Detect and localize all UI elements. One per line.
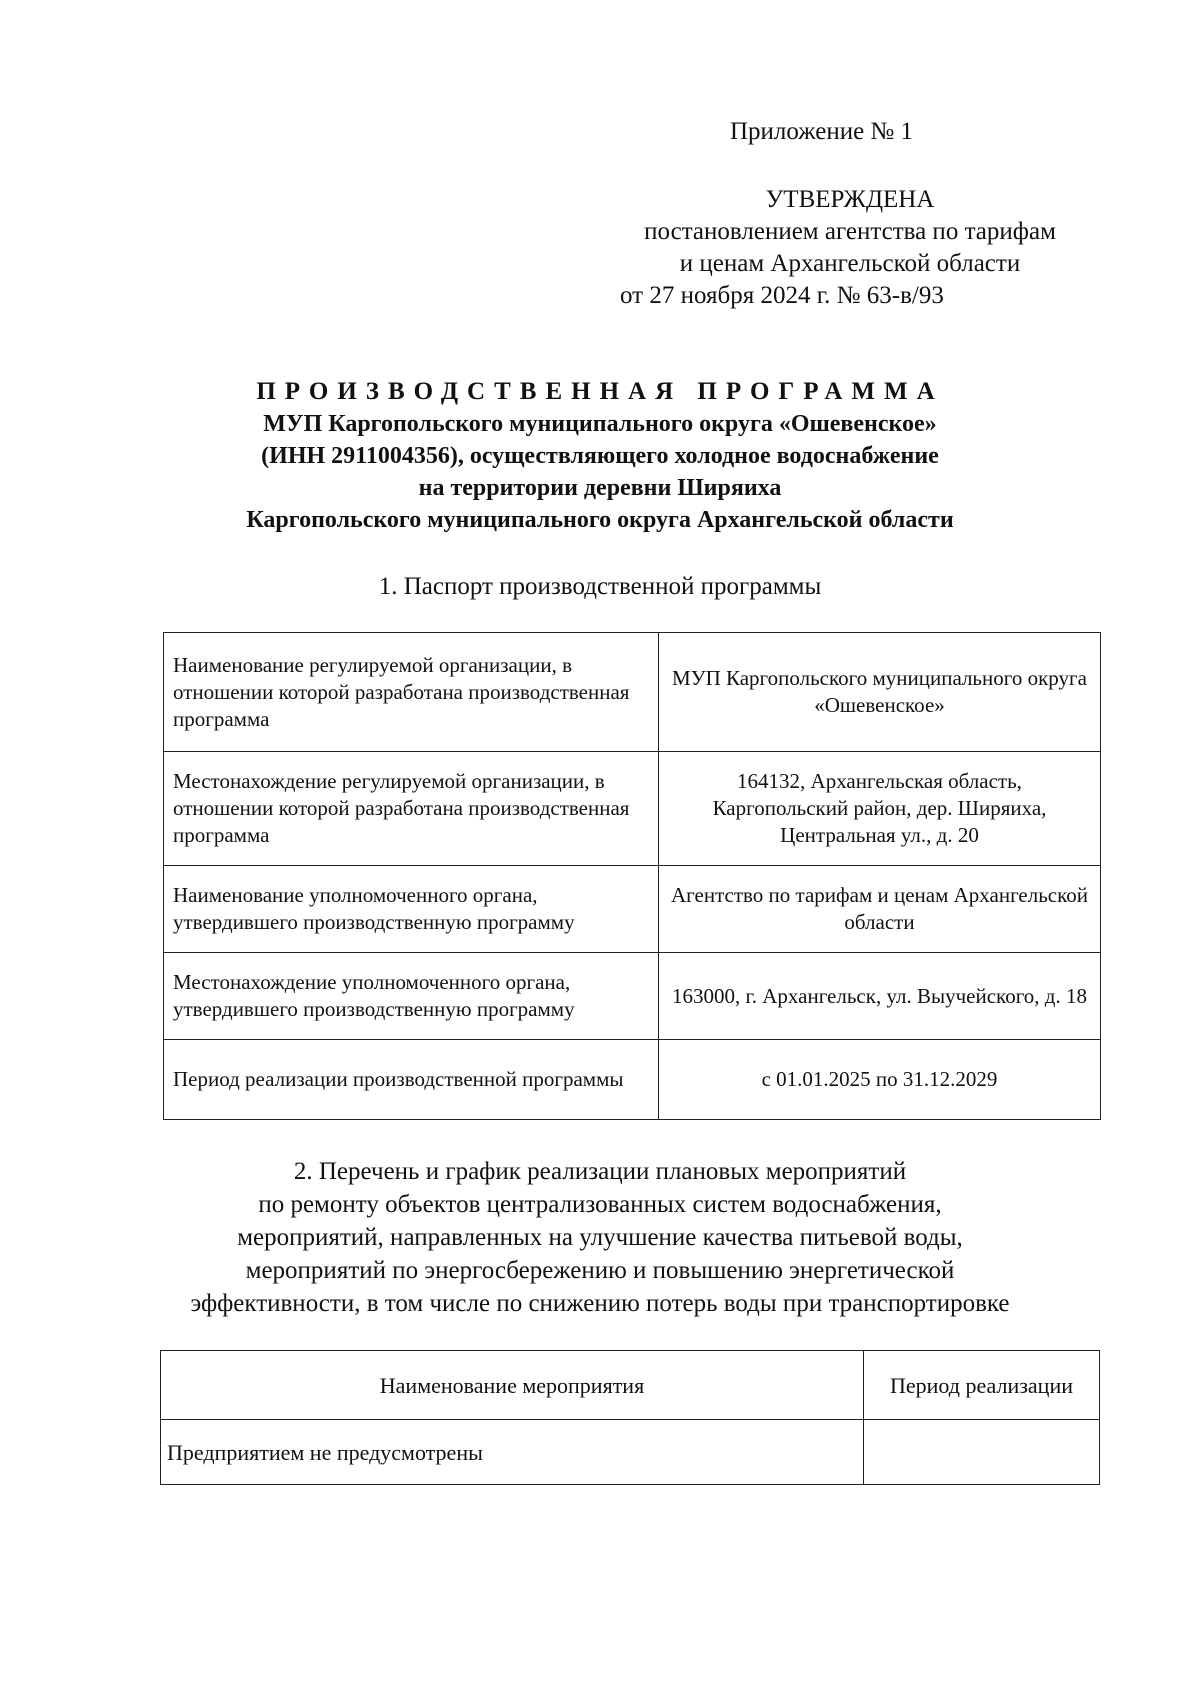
- title-line-3: на территории деревни Ширяиха: [418, 475, 782, 501]
- title-line-4: Каргопольского муниципального округа Архангельской области: [246, 507, 954, 533]
- passport-value: с 01.01.2025 по 31.12.2029: [659, 1040, 1101, 1120]
- events-table: [160, 1350, 1100, 1485]
- passport-label: Наименование регулируемой организации, в отношении которой разработана производственная программа: [164, 633, 659, 752]
- program-title: ПРОИЗВОДСТВЕННАЯ ПРОГРАММА: [256, 378, 944, 405]
- passport-table: [163, 632, 1101, 1120]
- event-name-cell: Предприятием не предусмотрены: [161, 1420, 864, 1485]
- decree-line-2: и ценам Архангельской области: [679, 250, 1021, 277]
- section-2-line-3: мероприятий, направленных на улучшение качества питьевой воды,: [237, 1224, 963, 1251]
- table-row: [164, 1040, 1101, 1120]
- decree-line-3: от 27 ноября 2024 г. № 63-в/93: [620, 282, 944, 309]
- section-2-line-5: эффективности, в том числе по снижению потерь воды при транспортировке: [190, 1290, 1010, 1317]
- table-row: [164, 953, 1101, 1040]
- table-header-row: [161, 1351, 1100, 1420]
- passport-label: Период реализации производственной программы: [164, 1040, 659, 1120]
- section-2-heading: [120, 1155, 1080, 1320]
- section-2-line-1: 2. Перечень и график реализации плановых мероприятий: [293, 1158, 907, 1185]
- table-row: [164, 752, 1101, 866]
- table-row: [164, 633, 1101, 752]
- title-line-2: (ИНН 2911004356), осуществляющего холодное водоснабжение: [261, 443, 939, 469]
- approved-stamp-text: УТВЕРЖДЕНА: [765, 186, 935, 213]
- title-line-1: МУП Каргопольского муниципального округа «Ошевенское»: [263, 411, 937, 437]
- passport-label: Наименование уполномоченного органа, утвердившего производственную программу: [164, 866, 659, 953]
- section-2-line-2: по ремонту объектов централизованных систем водоснабжения,: [258, 1191, 942, 1218]
- event-period-cell: [864, 1420, 1100, 1485]
- section-2-line-4: мероприятий по энергосбережению и повышению энергетической: [245, 1257, 955, 1284]
- passport-label: Местонахождение уполномоченного органа, утвердившего производственную программу: [164, 953, 659, 1040]
- decree-line-1: постановлением агентства по тарифам: [644, 218, 1056, 245]
- passport-label: Местонахождение регулируемой организации, в отношении которой разработана производственная программа: [164, 752, 659, 866]
- table-row: [161, 1420, 1100, 1485]
- appendix-number: Приложение № 1: [730, 118, 914, 145]
- section-1-heading: 1. Паспорт производственной программы: [378, 573, 822, 600]
- passport-value: 163000, г. Архангельск, ул. Выучейского, д. 18: [659, 953, 1101, 1040]
- table-row: [164, 866, 1101, 953]
- passport-value: 164132, Архангельская область, Каргопольский район, дер. Ширяиха, Центральная ул., д. 20: [659, 752, 1101, 866]
- column-header-period: Период реализации: [864, 1351, 1100, 1420]
- column-header-event-name: Наименование мероприятия: [161, 1351, 864, 1420]
- passport-value: МУП Каргопольского муниципального округа «Ошевенское»: [659, 633, 1101, 752]
- passport-value: Агентство по тарифам и ценам Архангельской области: [659, 866, 1101, 953]
